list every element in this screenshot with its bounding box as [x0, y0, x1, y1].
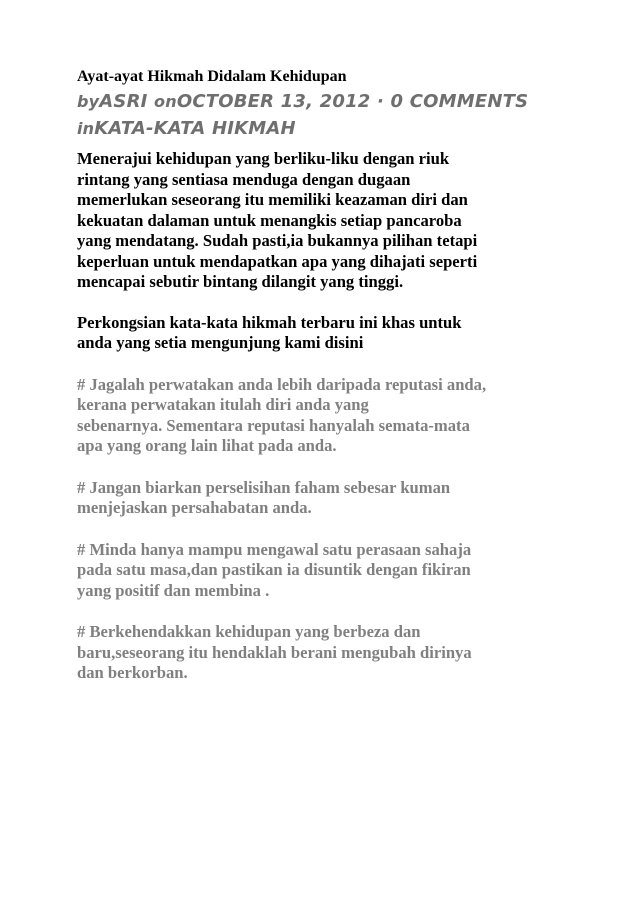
text-line: apa yang orang lain lihat pada anda. — [77, 436, 337, 455]
text-line: # Jangan biarkan perselisihan faham sebesar kuman — [77, 477, 451, 497]
meta-separator: · — [370, 91, 391, 112]
text-line: memerlukan seseorang itu memiliki keazaman diri dan — [77, 190, 468, 209]
text-line: baru,seseorang itu hendaklah berani mengubah dirinya — [77, 642, 472, 662]
text-line: mencapai sebutir bintang dilangit yang tinggi. — [77, 272, 404, 291]
article-title: Ayat-ayat Hikmah Didalam Kehidupan — [77, 68, 347, 85]
text-line: kerana perwatakan itulah diri anda yang — [77, 395, 369, 414]
text-line: dan berkorban. — [77, 663, 188, 682]
text-line: # Jagalah perwatakan anda lebih daripada reputasi anda, — [77, 374, 487, 394]
text-line: yang mendatang. Sudah pasti,ia bukannya pilihan tetapi — [77, 231, 478, 250]
text-line: pada satu masa,dan pastikan ia disuntik dengan fikiran — [77, 560, 471, 579]
share-paragraph — [77, 313, 567, 354]
on-prefix: on — [154, 92, 177, 111]
document-page — [77, 66, 567, 684]
quote-paragraph — [77, 375, 567, 457]
text-line: rintang yang sentiasa menduga dengan dugaan — [77, 169, 411, 189]
text-line: kekuatan dalaman untuk menangkis setiap pancaroba — [77, 210, 462, 230]
text-line: # Berkehendakkan kehidupan yang berbeza dan — [77, 622, 421, 641]
quote-paragraph — [77, 478, 567, 519]
text-line: anda yang setia mengunjung kami disini — [77, 333, 364, 352]
text-line: # Minda hanya mampu mengawal satu perasaan sahaja — [77, 539, 472, 559]
in-prefix: in — [77, 119, 95, 138]
comment-count: 0 COMMENTS — [390, 91, 529, 112]
text-line: Perkongsian kata-kata hikmah terbaru ini khas untuk — [77, 312, 462, 332]
text-line: yang positif dan membina . — [77, 580, 270, 600]
text-line: sebenarnya. Sementara reputasi hanyalah semata-mata — [77, 415, 470, 435]
intro-paragraph — [77, 149, 567, 293]
post-category: KATA-KATA HIKMAH — [94, 118, 296, 139]
text-line: keperluan untuk mendapatkan apa yang dihajati seperti — [77, 251, 478, 271]
author-name: ASRI — [99, 91, 148, 112]
article-meta — [77, 88, 567, 142]
text-line: Menerajui kehidupan yang berliku-liku dengan riuk — [77, 149, 450, 168]
quote-paragraph — [77, 622, 567, 684]
quote-paragraph — [77, 540, 567, 602]
by-prefix: by — [77, 92, 100, 111]
text-line: menjejaskan persahabatan anda. — [77, 498, 312, 517]
post-date: OCTOBER 13, 2012 — [176, 91, 371, 112]
